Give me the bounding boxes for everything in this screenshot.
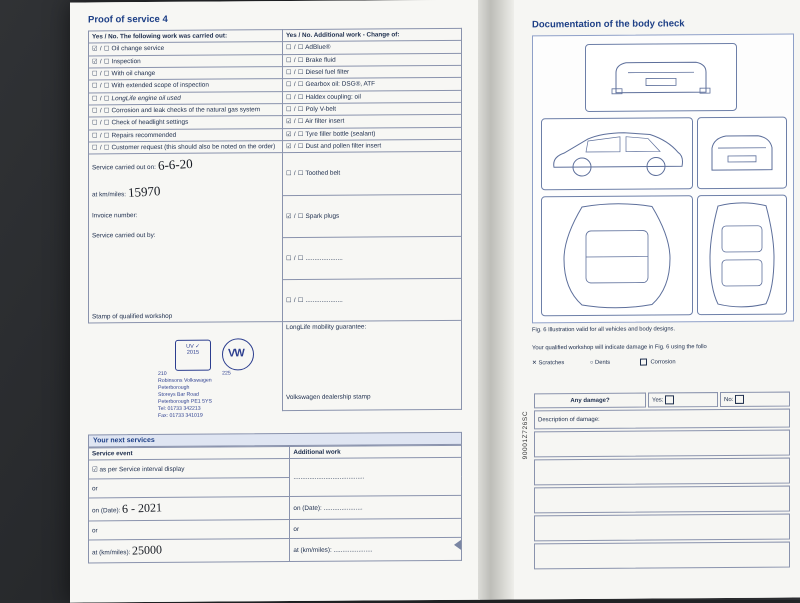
table-row (534, 458, 790, 486)
km-row: at km/miles: 15970 (92, 183, 161, 201)
table-row (534, 430, 790, 458)
row-2-left: ☐ / ☐ With oil change (89, 67, 283, 81)
damage-no-cell: No: (720, 392, 790, 407)
row-5-right: ☐ / ☐ Poly V-belt (282, 102, 461, 116)
damage-line-3[interactable] (534, 486, 790, 514)
row-12-right: ☐ / ☐ ..................... (282, 279, 461, 323)
row-4-right: ☐ / ☐ Haldex coupling: oil (282, 90, 461, 104)
left-page (70, 0, 480, 603)
yes-checkbox[interactable] (665, 395, 674, 404)
damage-header: Any damage? (534, 393, 646, 409)
damage-line-1[interactable] (534, 430, 790, 458)
car-front-view (697, 117, 787, 190)
next-row-0-right: ........................................ (290, 458, 462, 497)
row-8-right: ☑ / ☐ Dust and pollen filter insert (282, 139, 461, 153)
col2-header: Yes / No. Additional work - Change of: (282, 28, 461, 41)
col1-header: Yes / No. The following work was carried out: (89, 30, 283, 44)
car-top-view (541, 195, 693, 316)
booklet-gutter (478, 0, 514, 600)
damage-description-label: Description of damage: (534, 409, 790, 430)
car-rear-icon (586, 44, 736, 111)
car-side-view (541, 117, 693, 190)
damage-header-row (534, 392, 790, 409)
row-10-right: ☑ / ☐ Spark plugs (282, 194, 461, 237)
page-corner-icon (454, 540, 461, 550)
service-details-cell (89, 153, 283, 323)
legend-dents: ○ Dents (589, 359, 611, 366)
next-row-3-left: or (89, 520, 290, 540)
car-underside-icon (698, 196, 786, 315)
row-7-right: ☑ / ☐ Tyre filler bottle (sealant) (282, 127, 461, 141)
next-km-value: 25000 (131, 542, 163, 558)
table-row (89, 496, 462, 522)
square-icon (640, 359, 647, 366)
row-2-right: ☐ / ☐ Diesel fuel filter (282, 65, 461, 79)
page-title-body-check: Documentation of the body check (532, 18, 685, 31)
damage-legend (532, 358, 676, 366)
row-8-left: ☐ / ☐ Customer request (this should also be noted on the order) (89, 141, 283, 155)
table-row (89, 152, 462, 197)
no-checkbox[interactable] (735, 395, 744, 404)
next-col2-header: Additional work (290, 445, 462, 458)
figure-caption: Fig. 6 Illustration valid for all vehicles and body designs. (532, 326, 676, 334)
next-row-4-right: at (km/miles): ...................... (290, 538, 462, 562)
next-col1-header: Service event (89, 447, 290, 461)
dealer-stamp-label: Volkswagen dealership stamp (285, 393, 371, 401)
table-row (534, 486, 790, 514)
next-row-2-left: on (Date): 6 - 2021 (89, 497, 290, 521)
row-5-left: ☐ / ☐ Corrosion and leak checks of the natural gas system (89, 104, 283, 118)
row-3-left: ☐ / ☐ With extended scope of inspection (89, 79, 283, 93)
damage-line-4[interactable] (534, 514, 790, 542)
service-booklet (70, 0, 800, 603)
next-row-0-left: ☑ as per Service interval display (89, 459, 290, 479)
table-row (89, 519, 462, 541)
booklet-side-code: 90001Z726SC (522, 410, 529, 460)
table-row (89, 538, 462, 564)
table-row (534, 514, 790, 542)
km-value: 15970 (127, 183, 161, 201)
service-date-row: Service carried out on: 6-6-20 (92, 156, 193, 174)
right-page (514, 0, 800, 599)
body-check-note: Your qualified workshop will indicate damage in Fig. 6 using the follo (532, 344, 707, 352)
car-underside-view (697, 195, 787, 316)
next-services-section (88, 432, 462, 564)
circle-icon: ○ (589, 359, 594, 366)
car-front-icon (698, 118, 786, 189)
damage-line-5[interactable] (534, 542, 790, 570)
invoice-row: Invoice number: (92, 212, 138, 220)
next-row-4-left: at (km/miles): 25000 (89, 539, 290, 563)
cross-icon: ✕ (532, 360, 537, 367)
next-date-value: 6 - 2021 (121, 500, 163, 517)
longlife-cell: LongLife mobility guarantee: Volkswagen dealership stamp (282, 321, 461, 411)
table-row (534, 409, 790, 430)
table-row (89, 458, 462, 480)
row-6-right: ☑ / ☐ Air filter insert (282, 115, 461, 129)
table-row (534, 542, 790, 570)
next-row-2-right: on (Date): ...................... (290, 496, 462, 520)
row-1-left: ☑ / ☐ Inspection (89, 54, 283, 68)
row-3-right: ☐ / ☐ Gearbox oil: DSG®, ATF (282, 78, 461, 92)
car-rear-view (585, 43, 737, 112)
row-0-right: ☐ / ☐ AdBlue® (282, 41, 461, 55)
body-check-diagram (532, 34, 794, 324)
stamp-label: Stamp of qualified workshop (92, 312, 173, 321)
car-side-icon (542, 118, 692, 189)
next-row-3-right: or (290, 519, 462, 539)
dealer-stamp-imprint: 210 225 Robinsons Volkswagen Peterborough Storeys Bar Road Peterborough PE1 5YS Tel: 01733 342213 Fax: 01733 341019 (158, 370, 231, 420)
carried-out-by-row: Service carried out by: (92, 231, 156, 240)
row-11-right: ☐ / ☐ ..................... (282, 236, 461, 279)
row-7-left: ☐ / ☐ Repairs recommended (89, 128, 283, 142)
row-0-left: ☑ / ☐ Oil change service (89, 42, 283, 56)
legend-scratches: ✕ Scratches (532, 360, 565, 367)
damage-table (532, 390, 792, 572)
row-6-left: ☐ / ☐ Check of headlight settings (89, 116, 283, 130)
page-title-proof-of-service: Proof of service 4 (88, 13, 168, 26)
damage-line-2[interactable] (534, 458, 790, 486)
damage-yes-cell: Yes: (648, 392, 718, 407)
next-services-band: Your next services (88, 432, 462, 448)
legend-corrosion: Corrosion (638, 359, 676, 365)
car-top-icon (542, 196, 692, 315)
row-9-right: ☐ / ☐ Toothed belt (282, 152, 461, 195)
row-1-right: ☐ / ☐ Brake fluid (282, 53, 461, 67)
row-4-left: ☐ / ☐ LongLife engine oil used (89, 91, 283, 105)
uv-stamp-icon: UV ✓ 2015 (175, 340, 211, 371)
next-row-1-left: or (89, 478, 290, 498)
service-date-value: 6-6-20 (157, 156, 193, 174)
